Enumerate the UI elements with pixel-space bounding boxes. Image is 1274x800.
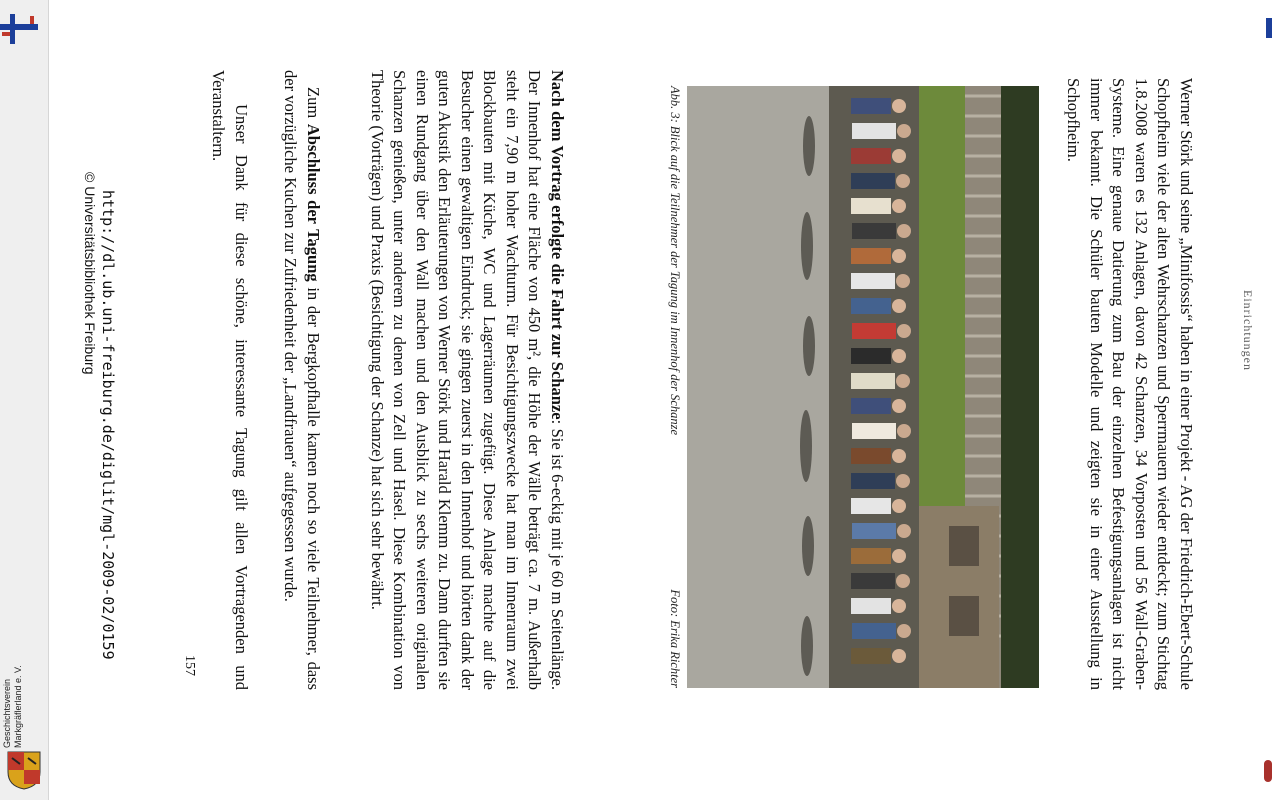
paragraph-heading: Nach dem Vortrag erfolgte die Fahrt zur Schanze	[548, 70, 567, 420]
right-marker	[1266, 18, 1272, 38]
caption-text: Abb. 3: Blick auf die Teilnehmer der Tagung im Innenhof der Schanze	[668, 86, 682, 436]
right-edge	[1262, 0, 1274, 800]
rotated-page-content	[50, 0, 1262, 800]
abschluss-rest: in der Bergkopfhalle kamen noch so viele Teilnehmer, dass der vorzügliche Kuchen zur Zufriedenheit der „Landfrauen“ aufgegessen wurde.	[281, 70, 323, 691]
photo-credit: Foto: Erika Richter	[668, 589, 682, 688]
scanned-page	[50, 0, 1262, 800]
publisher-line2: Markgräflerland e. V.	[13, 665, 23, 748]
paragraph-abschluss	[279, 70, 324, 690]
paragraph-schanze	[366, 70, 569, 690]
running-head: Einrichtungen	[1241, 290, 1255, 371]
group-photo	[687, 86, 1039, 688]
dank-text: Unser Dank für diese schöne, interessante Tagung gilt allen Vortragenden und Veranstaltern.	[209, 70, 251, 691]
viewer-sidebar	[0, 0, 49, 800]
paragraph-schanze-body: Sie ist 6-eckig mit je 60 m Seitenlänge. Der Innenhof hat eine Fläche von 450 m², die Höhe der Wälle beträgt ca. 7 m. Außerhalb steht ein 7,90 m hoher Wachturm. Für Besichtigungszwecke hat man im Innenraum zwei Blockbauten mit Küche, WC und Lagerräumen zugefügt. Diese Anlage machte auf die Besucher einen gewaltigen Eindruck; sie gingen zuerst in den Innenhof und hörten dank der guten Akustik den Erläuterungen von Werner Störk und Harald Klemm zu. Dann durften sie einen Rundgang über den Wall machen und den Ausblick zu sechs weiteren originalen Schanzen genießen, unter anderem zu denen von Zell und Hasel. Diese Kombination von Theorie (Vorträgen) und Praxis (Besichtigung der Schanze) hat sich sehr bewährt.	[368, 70, 567, 690]
paragraph-minifossis: Werner Störk und seine „Minifossis“ haben in einer Projekt - AG der Friedrich-Ebert-Schule Schopfheim viele der alten Wehrschanzen und Sperrmauern wieder entdeckt; zum Stichtag 1.8.2008 waren es 132 Anlagen, davon 42 Schanzen, 34 Vorposten und 56 Wall-Graben-Systeme. Eine genaue Datierung zum Bau der einzelnen Befestigungsanlagen ist nicht immer bekannt. Die Schüler bauten Modelle und zeigten sie in einer Ausstellung in Schopfheim.	[1064, 78, 1196, 690]
right-marker-bottom	[1264, 760, 1272, 782]
abschluss-bold: Abschluss der Tagung	[304, 123, 323, 282]
coat-of-arms-icon	[6, 750, 42, 790]
figure-caption	[667, 86, 682, 688]
publisher-line1: Geschichtsverein	[2, 678, 12, 748]
copyright-notice: © Universitätsbibliothek Freiburg	[82, 172, 98, 375]
publisher-credit	[2, 638, 46, 748]
source-url[interactable]: http://dl.ub.uni-freiburg.de/diglit/mgl-2009-02/0159	[99, 190, 117, 660]
abschluss-prefix: Zum	[304, 87, 323, 124]
paragraph-dank	[207, 70, 252, 690]
mgl-logo-icon[interactable]	[0, 10, 44, 50]
paragraph-heading-colon: :	[548, 419, 567, 425]
page-number: 157	[182, 655, 197, 676]
